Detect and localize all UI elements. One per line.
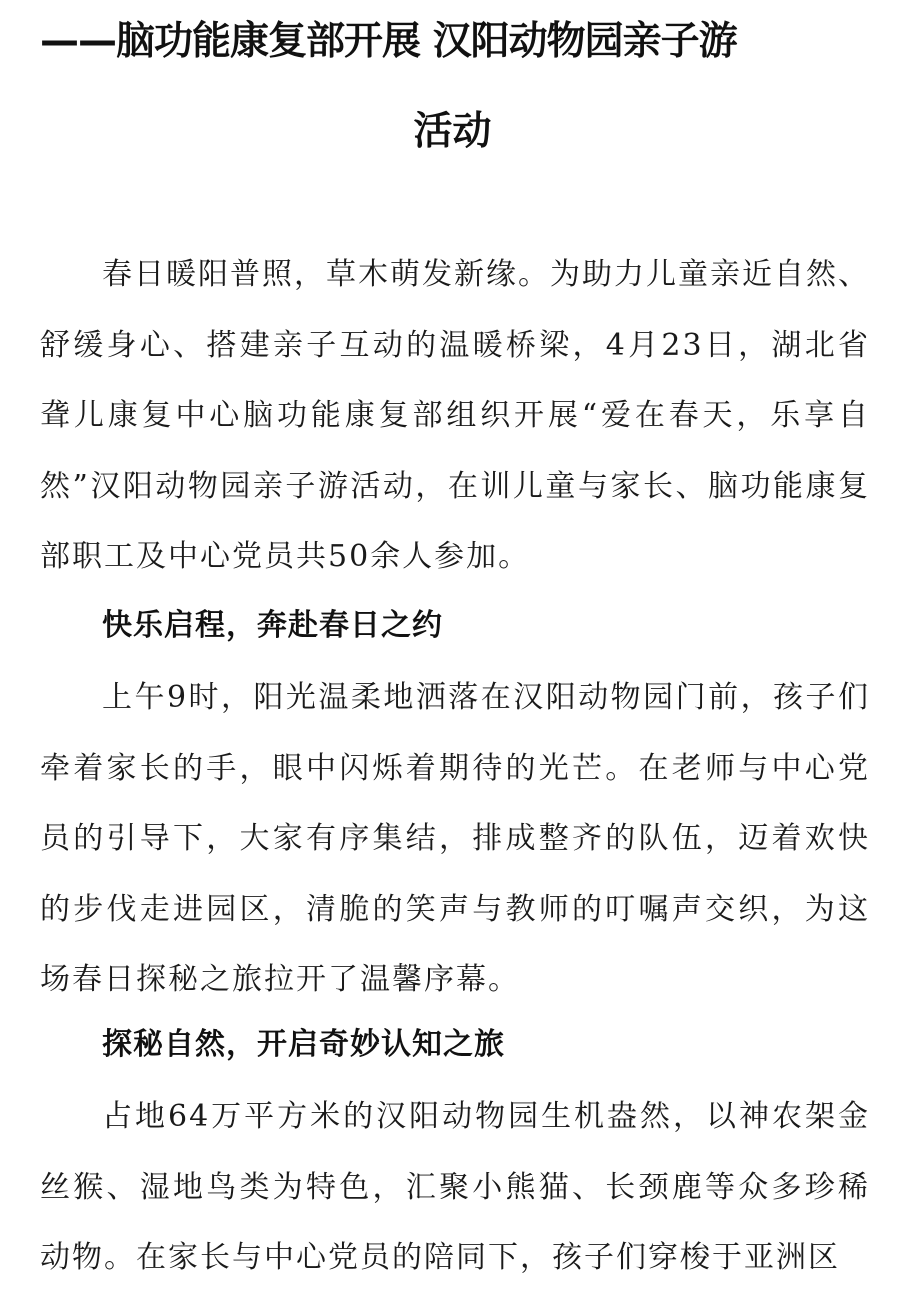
document-title-line2: 活动	[413, 109, 492, 154]
paragraph-departure: 上午9时，阳光温柔地洒落在汉阳动物园门前，孩子们牵着家长的手，眼中闪烁着期待的光芒。在老师与中心党员的引导下，大家有序集结，排成整齐的队伍，迈着欢快的步伐走进园区，清脆的笑声与教师的叮嘱声交织，为这场春日探秘之旅拉开了温馨序幕。	[40, 680, 870, 997]
paragraph-intro: 春日暖阳普照，草木萌发新缘。为助力儿童亲近自然、舒缓身心、搭建亲子互动的温暖桥梁，4月23日，湖北省聋儿康复中心脑功能康复部组织开展“爱在春天，乐享自然”汉阳动物园亲子游活动，在训儿童与家长、脑功能康复部职工及中心党员共50余人参加。	[40, 257, 870, 574]
document-title-line1: ——脑功能康复部开展 汉阳动物园亲子游	[40, 19, 737, 64]
section-heading-exploration: 探秘自然，开启奇妙认知之旅	[102, 1027, 505, 1062]
paragraph-exploration: 占地64万平方米的汉阳动物园生机盎然，以神农架金丝猴、湿地鸟类为特色，汇聚小熊猫、长颈鹿等众多珍稀动物。在家长与中心党员的陪同下，孩子们穿梭于亚洲区	[40, 1099, 870, 1275]
section-heading-departure: 快乐启程，奔赴春日之约	[102, 608, 443, 643]
